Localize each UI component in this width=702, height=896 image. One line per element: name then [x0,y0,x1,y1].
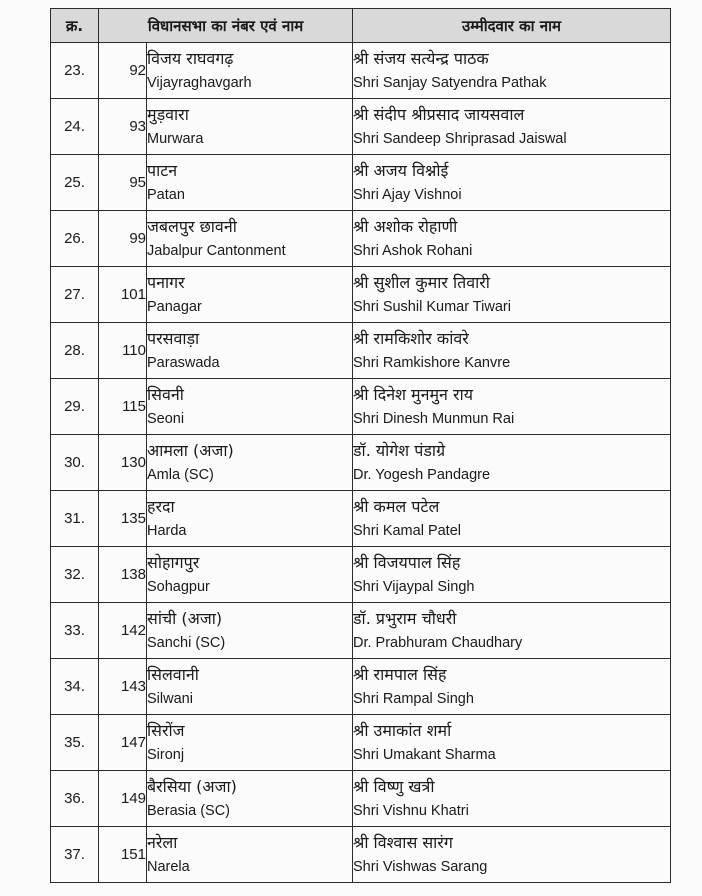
constituency-name-hindi: सोहागपुर [147,552,200,572]
candidate-name-hindi: डॉ. योगेश पंडाग्रे [353,440,446,460]
header-candidate: उम्मीदवार का नाम [353,9,671,43]
serial-number: 28. [51,323,99,379]
constituency-name [147,603,353,659]
serial-number: 29. [51,379,99,435]
constituency-name-english: Amla (SC) [147,466,214,483]
candidate-name-hindi: श्री संजय सत्येन्द्र पाठक [353,48,489,68]
constituency-name-english: Paraswada [147,354,220,371]
candidate-name-english: Shri Ajay Vishnoi [353,186,462,203]
constituency-name [147,43,353,99]
constituency-name-english: Narela [147,858,190,875]
constituency-name-english: Panagar [147,298,202,315]
constituency-number: 135 [99,491,147,547]
candidate-name-hindi: श्री रामपाल सिंह [353,664,447,684]
table-row [51,771,671,827]
candidate-name-hindi: श्री अशोक रोहाणी [353,216,458,236]
constituency-number: 115 [99,379,147,435]
constituency-name [147,491,353,547]
serial-number: 34. [51,659,99,715]
candidate-name-english: Dr. Prabhuram Chaudhary [353,634,523,651]
constituency-number: 130 [99,435,147,491]
constituency-name [147,155,353,211]
candidate-name-english: Dr. Yogesh Pandagre [353,466,491,483]
constituency-name-hindi: पनागर [147,272,185,292]
candidate-name-english: Shri Sanjay Satyendra Pathak [353,74,547,91]
candidate-name [353,603,671,659]
constituency-number: 147 [99,715,147,771]
constituency-name-hindi: बैरसिया (अजा) [147,776,237,796]
table-row [51,435,671,491]
candidate-name-hindi: श्री विजयपाल सिंह [353,552,461,572]
constituency-number: 92 [99,43,147,99]
candidate-name-english: Shri Rampal Singh [353,690,474,707]
constituency-name-english: Sanchi (SC) [147,634,226,651]
table-row [51,827,671,883]
candidate-name-hindi: श्री उमाकांत शर्मा [353,720,452,740]
candidate-name [353,267,671,323]
constituency-name-hindi: विजय राघवगढ़ [147,48,234,68]
serial-number: 23. [51,43,99,99]
constituency-number: 101 [99,267,147,323]
constituency-name [147,827,353,883]
constituency-name-hindi: सांची (अजा) [147,608,223,628]
candidate-name-hindi: श्री रामकिशोर कांवरे [353,328,469,348]
serial-number: 27. [51,267,99,323]
candidate-name [353,323,671,379]
candidate-name-hindi: श्री सुशील कुमार तिवारी [353,272,490,292]
serial-number: 37. [51,827,99,883]
table-row [51,547,671,603]
constituency-name [147,659,353,715]
candidate-name [353,155,671,211]
serial-number: 31. [51,491,99,547]
constituency-number: 138 [99,547,147,603]
constituency-name-english: Seoni [147,410,185,427]
table-header-row [51,9,671,43]
candidate-name-english: Shri Dinesh Munmun Rai [353,410,515,427]
candidate-list-table [50,8,671,883]
constituency-name [147,379,353,435]
candidate-name [353,379,671,435]
candidate-name [353,435,671,491]
table-row [51,99,671,155]
table-row [51,491,671,547]
candidate-name [353,43,671,99]
constituency-name-english: Murwara [147,130,204,147]
constituency-name-english: Patan [147,186,185,203]
candidate-name [353,99,671,155]
candidate-name [353,659,671,715]
constituency-number: 143 [99,659,147,715]
constituency-number: 110 [99,323,147,379]
constituency-name-english: Berasia (SC) [147,802,230,819]
constituency-number: 99 [99,211,147,267]
constituency-name-english: Harda [147,522,187,539]
constituency-number: 149 [99,771,147,827]
table-row [51,211,671,267]
table-row [51,603,671,659]
serial-number: 33. [51,603,99,659]
header-constituency: विधानसभा का नंबर एवं नाम [99,9,353,43]
constituency-name-hindi: हरदा [147,496,175,516]
constituency-name [147,211,353,267]
candidate-name-hindi: श्री विश्वास सारंग [353,832,453,852]
candidate-name-hindi: श्री कमल पटेल [353,496,440,516]
candidate-name-english: Shri Ramkishore Kanvre [353,354,511,371]
constituency-name-hindi: पाटन [147,160,178,180]
serial-number: 32. [51,547,99,603]
constituency-name-hindi: जबलपुर छावनी [147,216,237,236]
candidate-name-hindi: श्री अजय विश्नोई [353,160,449,180]
constituency-number: 93 [99,99,147,155]
candidate-name [353,547,671,603]
constituency-name [147,547,353,603]
candidate-name-english: Shri Vishwas Sarang [353,858,488,875]
candidate-name-english: Shri Kamal Patel [353,522,461,539]
candidate-name-english: Shri Vishnu Khatri [353,802,469,819]
candidate-name [353,715,671,771]
constituency-name-english: Sironj [147,746,185,763]
constituency-name [147,435,353,491]
candidate-name-english: Shri Ashok Rohani [353,242,473,259]
candidate-name-english: Shri Vijaypal Singh [353,578,475,595]
candidate-name-english: Shri Sushil Kumar Tiwari [353,298,511,315]
table-row [51,43,671,99]
serial-number: 35. [51,715,99,771]
candidate-name [353,211,671,267]
constituency-number: 95 [99,155,147,211]
candidate-name-english: Shri Umakant Sharma [353,746,496,763]
constituency-name-hindi: आमला (अजा) [147,440,234,460]
constituency-number: 151 [99,827,147,883]
constituency-name [147,267,353,323]
candidate-name [353,771,671,827]
constituency-name-english: Sohagpur [147,578,210,595]
constituency-name-hindi: सिलवानी [147,664,199,684]
table-row [51,323,671,379]
header-serial: क्र. [51,9,99,43]
constituency-name-hindi: नरेला [147,832,178,852]
serial-number: 26. [51,211,99,267]
serial-number: 36. [51,771,99,827]
candidate-name-hindi: श्री संदीप श्रीप्रसाद जायसवाल [353,104,525,124]
constituency-name [147,715,353,771]
table-row [51,155,671,211]
constituency-name-hindi: सिवनी [147,384,184,404]
serial-number: 30. [51,435,99,491]
candidate-name-english: Shri Sandeep Shriprasad Jaiswal [353,130,567,147]
table-row [51,379,671,435]
constituency-name-english: Silwani [147,690,193,707]
table-row [51,715,671,771]
candidate-name-hindi: डॉ. प्रभुराम चौधरी [353,608,457,628]
constituency-name-hindi: परसवाड़ा [147,328,200,348]
candidate-name [353,827,671,883]
candidate-name-hindi: श्री विष्णु खत्री [353,776,435,796]
table-row [51,659,671,715]
constituency-name [147,323,353,379]
serial-number: 25. [51,155,99,211]
serial-number: 24. [51,99,99,155]
constituency-name [147,771,353,827]
constituency-name-english: Jabalpur Cantonment [147,242,286,259]
constituency-name-hindi: मुड़वारा [147,104,189,124]
constituency-name-hindi: सिरोंज [147,720,185,740]
constituency-name-english: Vijayraghavgarh [147,74,252,91]
candidate-name [353,491,671,547]
constituency-number: 142 [99,603,147,659]
candidate-name-hindi: श्री दिनेश मुनमुन राय [353,384,473,404]
table-row [51,267,671,323]
constituency-name [147,99,353,155]
